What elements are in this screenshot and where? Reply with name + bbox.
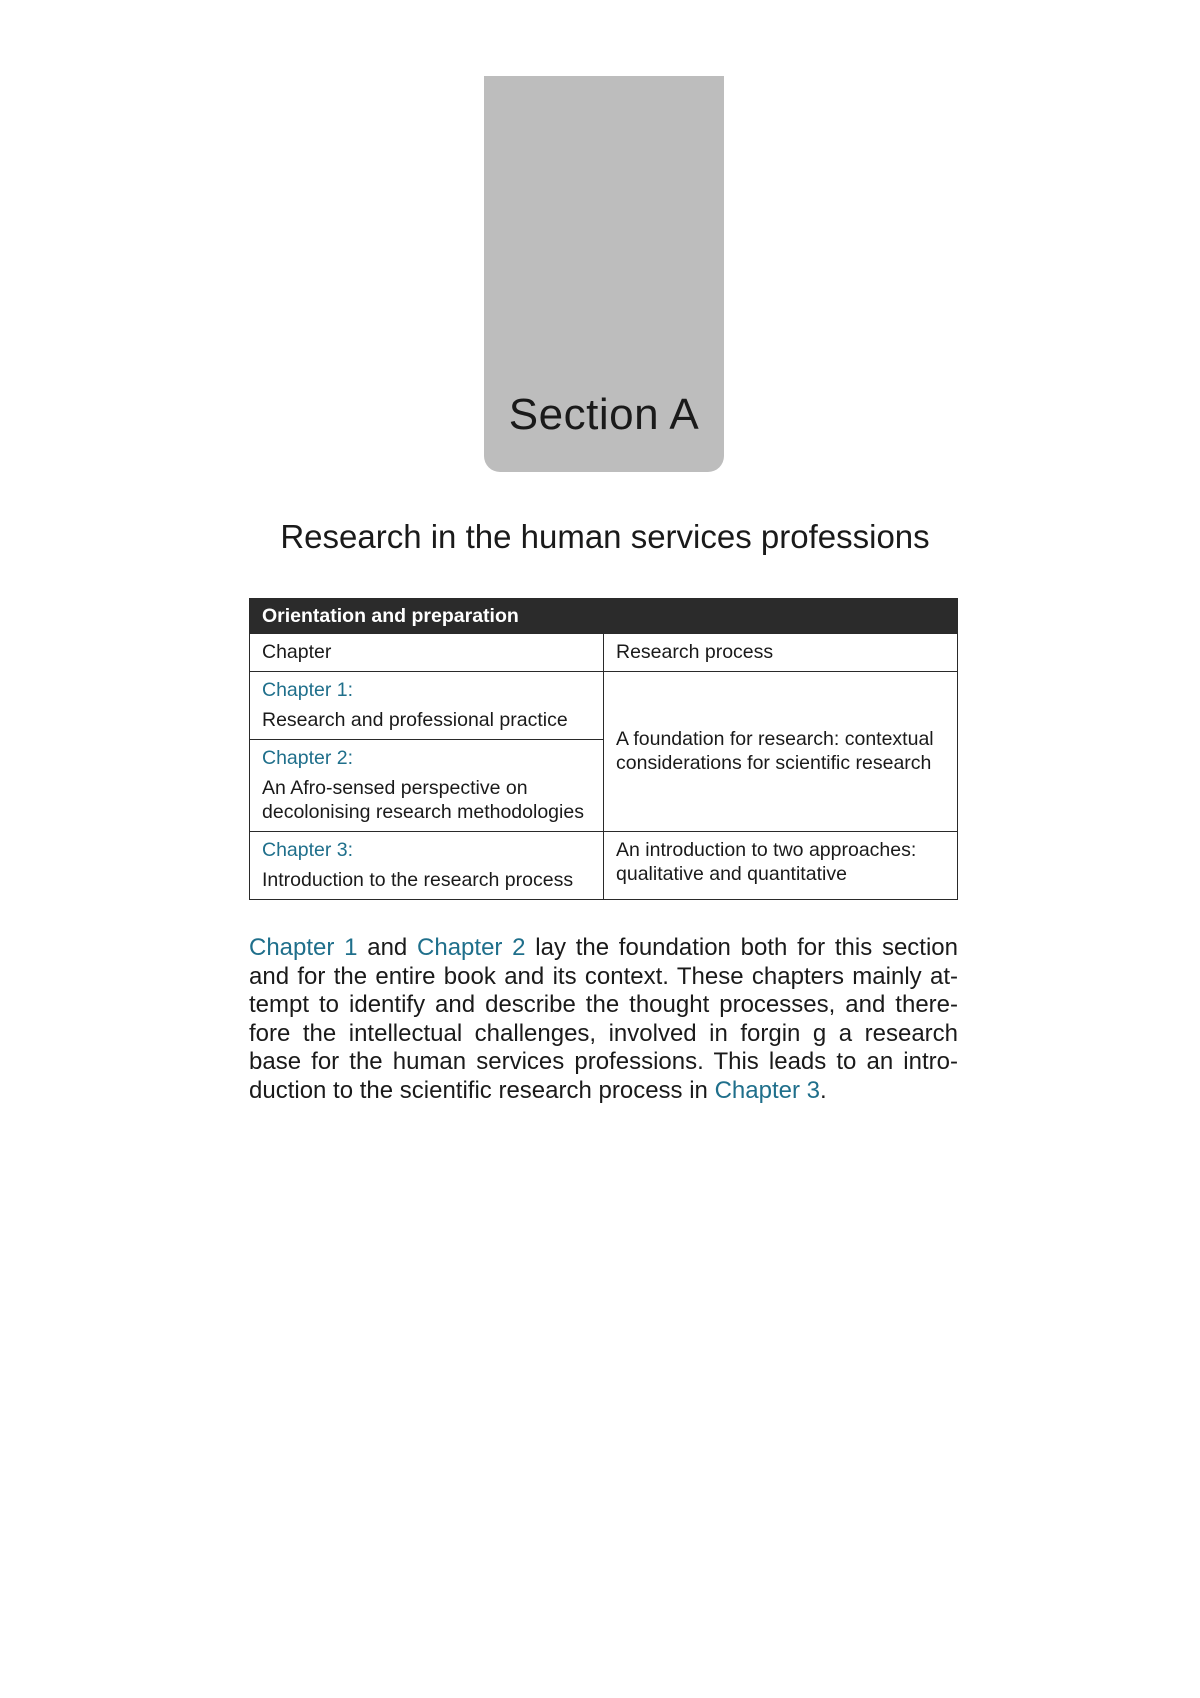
section-tab-label: Section A — [508, 390, 700, 439]
paragraph-text: lay the foundation both for this section and for the entire book and its context. These chapters mainly at-tempt to identify and describe the thought processes, and there-fore the intellectual challenges, involved in forgin g a research base for the human services professions. This leads to an intro-duction to the scientific research process in — [249, 934, 958, 1104]
paragraph-chapter-2-link[interactable]: Chapter 2 — [417, 934, 526, 961]
intro-paragraph — [249, 934, 958, 1105]
paragraph-text: and — [357, 934, 418, 961]
table-header-row — [250, 634, 958, 672]
column-header-chapter: Chapter — [250, 634, 604, 672]
chapter-3-title: Introduction to the research process — [262, 869, 574, 891]
paragraph-chapter-3-link[interactable]: Chapter 3 — [714, 1076, 820, 1104]
chapter-1-title: Research and professional practice — [262, 709, 568, 731]
process-cell-introduction: An introduction to two approaches: qualitative and quantitative — [604, 832, 958, 900]
table-banner-row — [250, 599, 958, 634]
paragraph-text: . — [819, 1076, 827, 1104]
section-tab — [484, 76, 724, 472]
section-title: Research in the human services professions — [280, 518, 930, 555]
chapter-1-link[interactable]: Chapter 1: — [262, 679, 354, 701]
chapter-2-title: An Afro-sensed perspective on decolonising research methodologies — [262, 777, 584, 823]
chapter-overview-table — [249, 598, 958, 900]
chapter-cell — [250, 672, 604, 740]
table-banner: Orientation and preparation — [250, 599, 958, 634]
table-row — [250, 672, 958, 740]
chapter-cell — [250, 740, 604, 832]
chapter-2-link[interactable]: Chapter 2: — [262, 747, 354, 769]
chapter-cell — [250, 832, 604, 900]
table-row — [250, 832, 958, 900]
paragraph-chapter-1-link[interactable]: Chapter 1 — [249, 934, 358, 961]
chapter-3-link[interactable]: Chapter 3: — [262, 839, 354, 861]
column-header-process: Research process — [604, 634, 958, 672]
process-cell-foundation: A foundation for research: contextual considerations for scientific research — [604, 672, 958, 832]
